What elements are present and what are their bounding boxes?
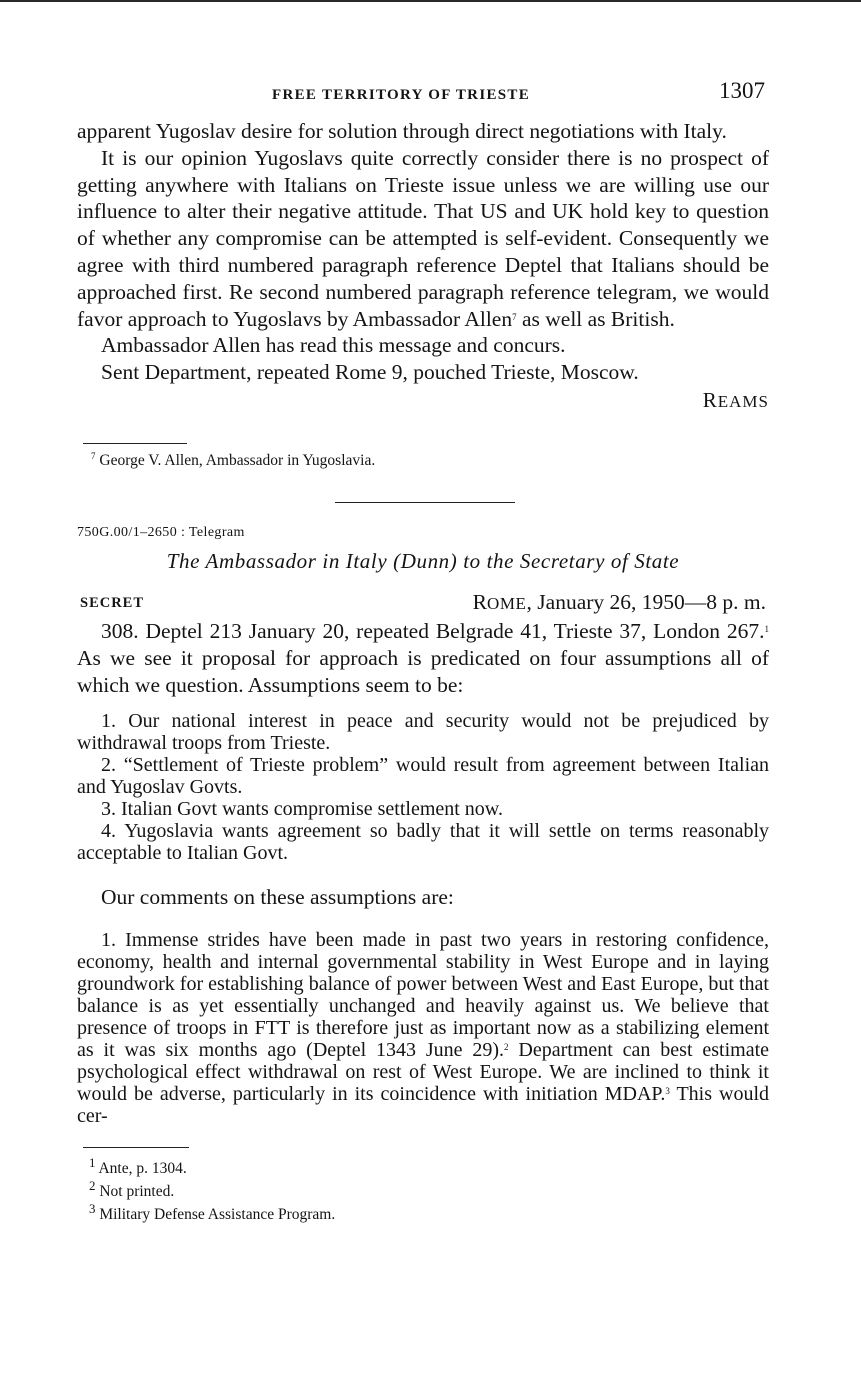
top-border-line xyxy=(0,0,861,2)
footnote-3 xyxy=(89,1200,769,1223)
dateline-row xyxy=(77,590,769,618)
classification-label: SECRET xyxy=(80,594,145,611)
comment-1-text: 1. Immense strides have been made in past two years in restoring confidence, economy, health and internal governmental stability in West Europe and in laying groundwork for establishing balance of power between West and East Europe, but that balance is as yet essentially unchanged and heavily against us. We believe that presence of troops in FTT is therefore just as important now as a stabilizing element as it was six months ago (Deptel 1343 June 29). xyxy=(77,929,769,1062)
assumption-item: 3. Italian Govt wants compromise settlement now. xyxy=(101,798,503,821)
footnote-ref-7: 7 xyxy=(512,311,517,322)
signature-initial: R xyxy=(702,387,718,412)
opening-text-end: As we see it proposal for approach is predicated on four assumptions all of which we question. Assumptions seem to be: xyxy=(77,645,769,697)
assumptions-list xyxy=(77,710,769,864)
opinion-paragraph xyxy=(77,145,769,333)
running-head xyxy=(77,78,769,118)
document-title: The Ambassador in Italy (Dunn) to the Secretary of State xyxy=(166,548,680,573)
document-separator xyxy=(335,502,515,503)
footnote-3-text: Military Defense Assistance Program. xyxy=(95,1206,336,1224)
footnote-ref-1: 1 xyxy=(764,623,769,634)
footnote-2-text: Not printed. xyxy=(95,1183,175,1201)
continuation-paragraph: apparent Yugoslav desire for solution through direct negotiations with Italy. xyxy=(77,119,727,143)
opening-paragraph xyxy=(77,618,769,698)
footnote-rule xyxy=(83,1147,189,1148)
footnote-ref-2: 2 xyxy=(504,1042,509,1053)
assumption-item: 4. Yugoslavia wants agreement so badly that it will settle on terms reasonably acceptable to Italian Govt. xyxy=(77,820,769,865)
dateline xyxy=(473,590,766,615)
signature xyxy=(77,388,769,413)
footnote-7-text: George V. Allen, Ambassador in Yugoslavia. xyxy=(95,451,376,469)
footnote-7 xyxy=(91,451,769,471)
comment-item-1 xyxy=(77,929,769,1127)
footnote-2-mark: 2 xyxy=(89,1178,96,1194)
comments-intro: Our comments on these assumptions are: xyxy=(101,885,454,910)
page-number: 1307 xyxy=(719,78,765,103)
dateline-date: , January 26, 1950—8 p. m. xyxy=(526,589,766,614)
footnote-rule xyxy=(83,443,187,444)
footnote-7-mark: 7 xyxy=(91,450,96,461)
assumption-item: 2. “Settlement of Trieste problem” would result from agreement between Italian and Yugoslav Govts. xyxy=(77,754,769,799)
assumption-item: 1. Our national interest in peace and security would not be prejudiced by withdrawal troops from Trieste. xyxy=(77,710,769,755)
footnote-ref-3: 3 xyxy=(665,1086,670,1097)
footnote-1 xyxy=(89,1154,769,1177)
footnote-list xyxy=(89,1154,769,1223)
opinion-text-end: as well as British. xyxy=(516,306,675,331)
dateline-place-rest: OME xyxy=(486,593,527,613)
document-page xyxy=(77,78,769,1224)
page-footnotes xyxy=(77,1147,769,1223)
comment-1-text-cont: Department can best estimate psychological effect withdrawal on rest of West Europe. We are inclined to think it would be adverse, particularly in its coincidence with initiation MDAP. xyxy=(77,1039,770,1106)
footnote-1-text: Ante, p. 1304. xyxy=(95,1160,187,1178)
signature-rest: EAMS xyxy=(717,391,769,411)
dateline-place-initial: R xyxy=(472,589,487,614)
running-head-title: FREE TERRITORY OF TRIESTE xyxy=(272,87,531,103)
opinion-text: It is our opinion Yugoslavs quite correctly consider there is no prospect of getting anywhere with Italians on Trieste issue unless we are willing use our influence to alter their negative attitude. That US and UK hold key to question of whether any compromise can be attempted is self-evident. Consequently we agree with third numbered paragraph reference Deptel that Italians should be approached first. Re second numbered paragraph reference telegram, we would favor approach to Yugoslavs by Ambassador Allen xyxy=(77,145,769,331)
footnote-1-mark: 1 xyxy=(89,1155,96,1171)
concurrence-paragraph: Ambassador Allen has read this message and concurs. xyxy=(101,333,566,358)
comment-1-text-end: This would cer- xyxy=(77,1083,769,1128)
distribution-paragraph: Sent Department, repeated Rome 9, pouched Trieste, Moscow. xyxy=(101,360,639,385)
footnote-2 xyxy=(89,1177,769,1200)
file-reference: 750G.00/1–2650 : Telegram xyxy=(77,524,245,540)
footnote-3-mark: 3 xyxy=(89,1201,96,1217)
opening-text: 308. Deptel 213 January 20, repeated Belgrade 41, Trieste 37, London 267. xyxy=(101,618,765,643)
